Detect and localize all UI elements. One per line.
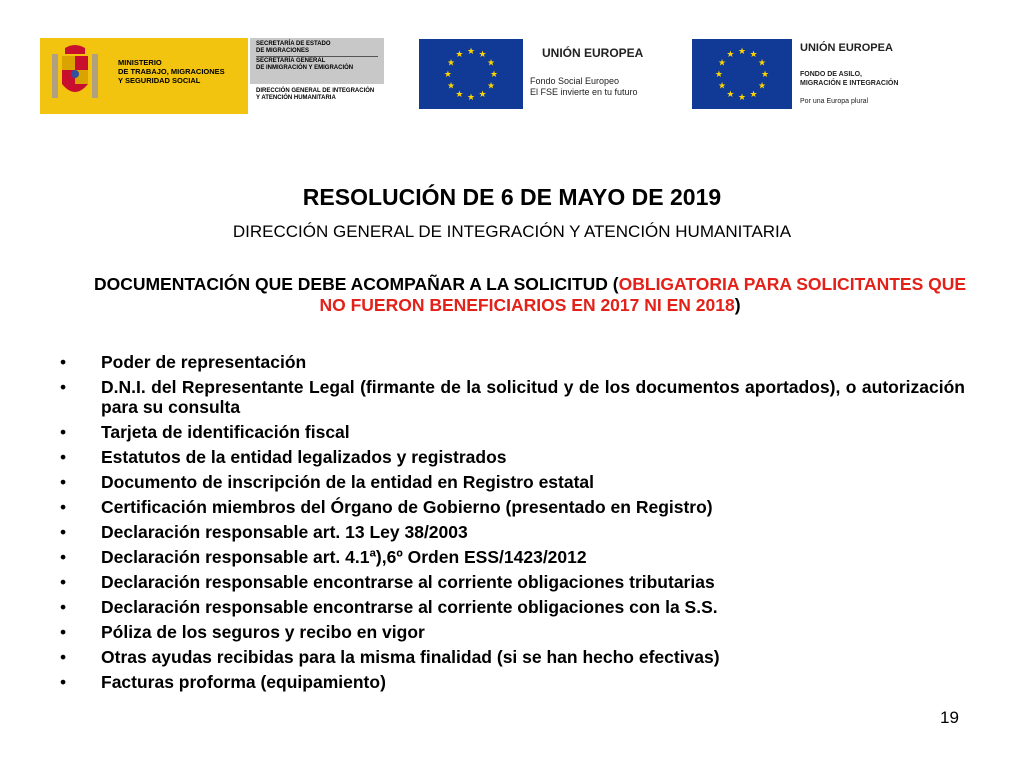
eu-star-icon: ★ bbox=[717, 57, 727, 68]
bullet-icon: • bbox=[60, 377, 67, 397]
eu-star-icon: ★ bbox=[761, 69, 770, 79]
eu-star-icon: ★ bbox=[726, 48, 735, 59]
direccion-general-label: DIRECCIÓN GENERAL DE INTEGRACIÓN Y ATENCIÓN HUMANITARIA bbox=[256, 88, 375, 101]
eu-stars-icon bbox=[419, 39, 523, 109]
bullet-icon: • bbox=[60, 522, 67, 542]
list-item-text: Póliza de los seguros y recibo en vigor bbox=[101, 622, 425, 642]
heading-close: ) bbox=[734, 295, 741, 315]
list-item-text: Tarjeta de identificación fiscal bbox=[101, 422, 350, 442]
secretaria-divider bbox=[256, 56, 378, 57]
list-item-text: Declaración responsable encontrarse al corriente obligaciones tributarias bbox=[101, 572, 715, 592]
bullet-icon: • bbox=[60, 597, 67, 617]
bullet-icon: • bbox=[60, 647, 67, 667]
list-item bbox=[60, 672, 965, 692]
eu-fami-slogan: Por una Europa plural bbox=[800, 98, 869, 105]
eu-fse-fund: Fondo Social Europeo El FSE invierte en tu futuro bbox=[530, 76, 638, 97]
list-item-text: Documento de inscripción de la entidad en Registro estatal bbox=[101, 472, 595, 492]
bullet-icon: • bbox=[60, 622, 67, 642]
eu-star-icon: ★ bbox=[446, 57, 456, 68]
list-item bbox=[60, 572, 965, 592]
list-item bbox=[60, 422, 965, 442]
eu-star-icon: ★ bbox=[737, 92, 747, 103]
list-item-text: Declaración responsable art. 13 Ley 38/2003 bbox=[101, 522, 468, 542]
list-item bbox=[60, 352, 965, 372]
eu-star-icon: ★ bbox=[490, 69, 499, 79]
page-number: 19 bbox=[940, 708, 959, 727]
bullet-icon: • bbox=[60, 572, 67, 592]
eu-star-icon: ★ bbox=[737, 45, 747, 56]
eu-fami-fund: FONDO DE ASILO, MIGRACIÓN E INTEGRACIÓN bbox=[800, 71, 899, 87]
eu-fami-title: UNIÓN EUROPEA bbox=[800, 42, 893, 54]
list-item bbox=[60, 497, 965, 517]
eu-fse-title: UNIÓN EUROPEA bbox=[542, 46, 644, 60]
secretaria-logo bbox=[250, 38, 384, 114]
list-item-text: Declaración responsable encontrarse al corriente obligaciones con la S.S. bbox=[101, 597, 718, 617]
eu-stars-icon bbox=[692, 39, 792, 109]
secretaria-general-label: SECRETARÍA GENERAL DE INMIGRACIÓN Y EMIGRACIÓN bbox=[256, 58, 354, 71]
eu-star-icon: ★ bbox=[443, 69, 452, 79]
bullet-icon: • bbox=[60, 352, 67, 372]
list-item-text: D.N.I. del Representante Legal (firmante de la solicitud y de los documentos aportados), o autorización para su consulta bbox=[101, 377, 965, 417]
list-item-text: Certificación miembros del Órgano de Gobierno (presentado en Registro) bbox=[101, 497, 713, 517]
secretaria-box bbox=[250, 38, 384, 84]
eu-star-icon: ★ bbox=[478, 48, 487, 59]
eu-star-icon: ★ bbox=[486, 57, 496, 68]
eu-star-icon: ★ bbox=[757, 57, 767, 68]
list-item-text: Poder de representación bbox=[101, 352, 307, 372]
required-documents-list bbox=[60, 352, 965, 697]
heading-text: DOCUMENTACIÓN QUE DEBE ACOMPAÑAR A LA SOLICITUD ( bbox=[93, 274, 619, 294]
eu-star-icon: ★ bbox=[455, 89, 464, 100]
eu-star-icon: ★ bbox=[749, 89, 758, 100]
eu-star-icon: ★ bbox=[486, 80, 496, 91]
eu-star-icon: ★ bbox=[726, 89, 735, 100]
list-item bbox=[60, 622, 965, 642]
ministerio-logo bbox=[40, 38, 248, 114]
spain-coat-of-arms-icon bbox=[50, 44, 100, 108]
eu-flag-icon bbox=[419, 39, 523, 109]
secretaria-estado-label: SECRETARÍA DE ESTADO DE MIGRACIONES bbox=[256, 41, 331, 54]
bullet-icon: • bbox=[60, 497, 67, 517]
bullet-icon: • bbox=[60, 672, 67, 692]
eu-star-icon: ★ bbox=[757, 80, 767, 91]
list-item bbox=[60, 377, 965, 417]
documentation-heading bbox=[90, 274, 970, 316]
eu-star-icon: ★ bbox=[455, 48, 464, 59]
eu-star-icon: ★ bbox=[466, 45, 476, 56]
eu-star-icon: ★ bbox=[446, 80, 456, 91]
list-item bbox=[60, 522, 965, 542]
list-item bbox=[60, 547, 965, 567]
list-item-text: Declaración responsable art. 4.1ª),6º Orden ESS/1423/2012 bbox=[101, 547, 587, 567]
list-item-text: Estatutos de la entidad legalizados y registrados bbox=[101, 447, 507, 467]
eu-star-icon: ★ bbox=[717, 80, 727, 91]
list-item bbox=[60, 647, 965, 667]
resolution-subtitle: DIRECCIÓN GENERAL DE INTEGRACIÓN Y ATENCIÓN HUMANITARIA bbox=[232, 222, 792, 241]
list-item bbox=[60, 472, 965, 492]
list-item-text: Facturas proforma (equipamiento) bbox=[101, 672, 386, 692]
eu-star-icon: ★ bbox=[749, 48, 758, 59]
list-item bbox=[60, 447, 965, 467]
ministerio-name: MINISTERIO DE TRABAJO, MIGRACIONES Y SEGURIDAD SOCIAL bbox=[118, 58, 225, 85]
resolution-title: RESOLUCIÓN DE 6 DE MAYO DE 2019 bbox=[302, 184, 722, 210]
eu-flag-icon bbox=[692, 39, 792, 109]
eu-star-icon: ★ bbox=[478, 89, 487, 100]
bullet-icon: • bbox=[60, 447, 67, 467]
bullet-icon: • bbox=[60, 547, 67, 567]
heading-mandatory-note: OBLIGATORIA PARA SOLICITANTES QUE NO FUERON BENEFICIARIOS EN 2017 NI EN 2018 bbox=[319, 274, 967, 315]
list-item bbox=[60, 597, 965, 617]
list-item-text: Otras ayudas recibidas para la misma finalidad (si se han hecho efectivas) bbox=[101, 647, 720, 667]
eu-star-icon: ★ bbox=[466, 92, 476, 103]
bullet-icon: • bbox=[60, 422, 67, 442]
eu-star-icon: ★ bbox=[714, 69, 723, 79]
bullet-icon: • bbox=[60, 472, 67, 492]
